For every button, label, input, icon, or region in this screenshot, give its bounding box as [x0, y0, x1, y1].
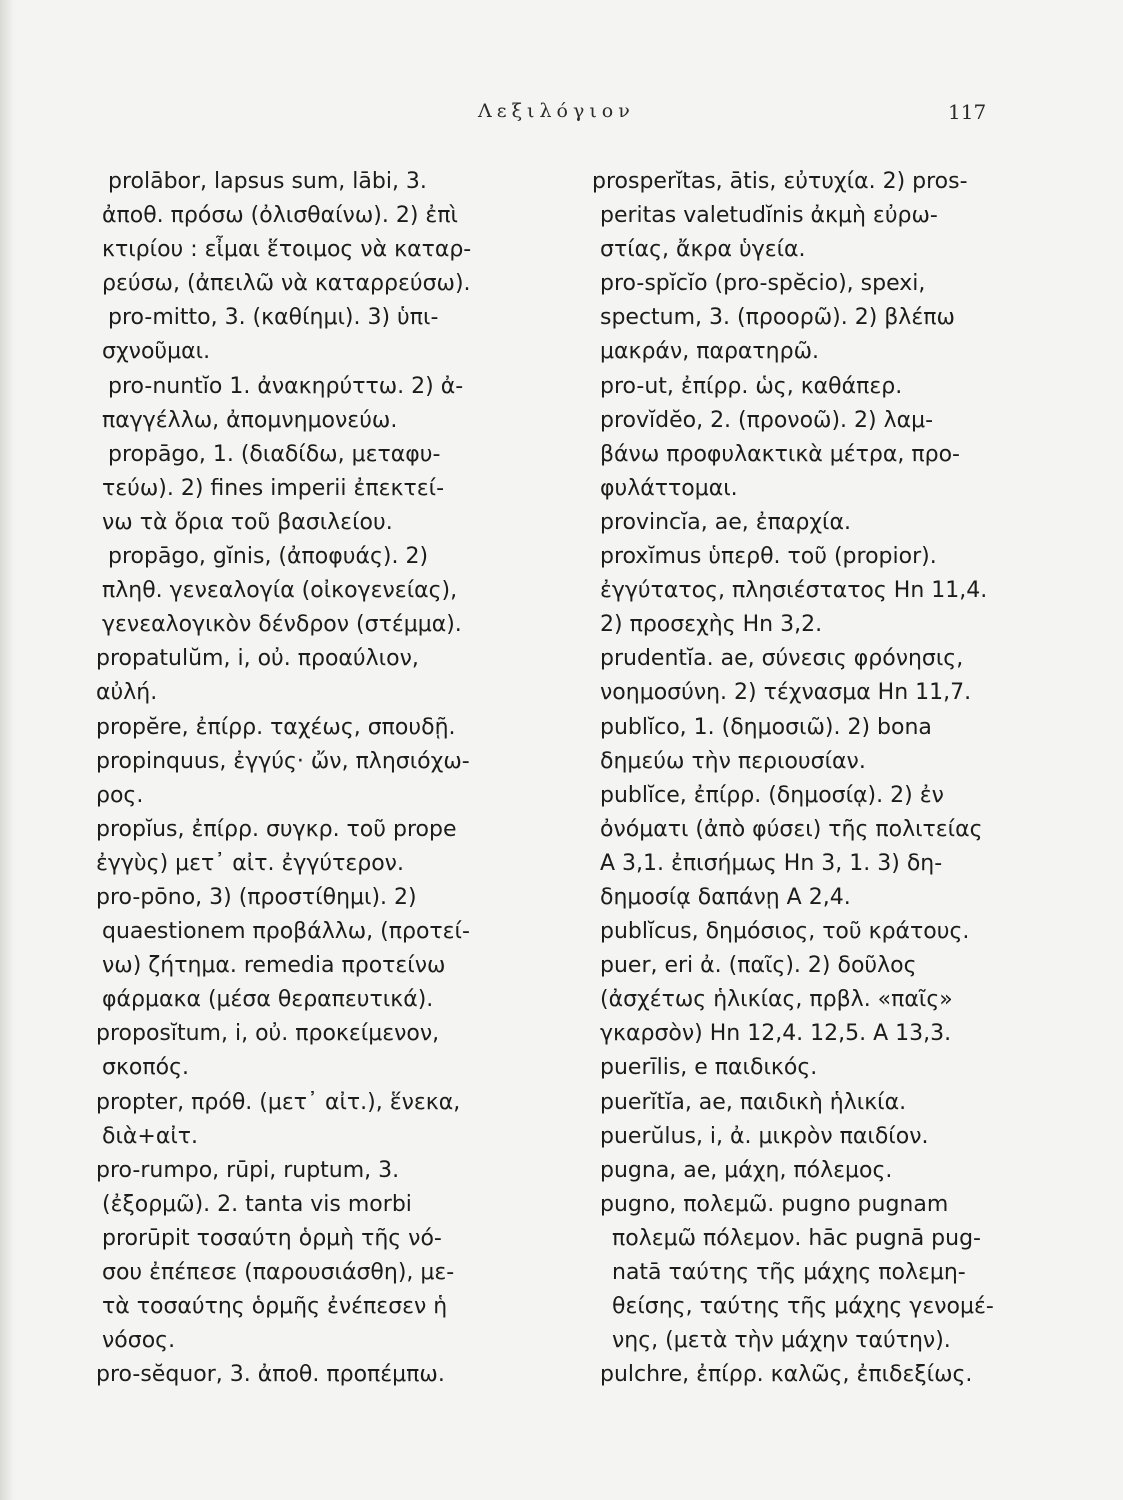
entry-line: proposĭtum, i, οὐ. προκείμενον,: [96, 1021, 440, 1047]
entry-line: νοημοσύνη. 2) τέχνασμα Hn 11,7.: [600, 680, 972, 706]
entry-line: δημεύω τὴν περιουσίαν.: [600, 748, 866, 774]
right-column: [592, 165, 1062, 1392]
entry-line: πληθ. γενεαλογία (οἰκογενείας),: [102, 578, 458, 604]
entry-line: provincĭa, ae, ἐπαρχία.: [600, 509, 851, 535]
entry-line: φυλάττομαι.: [600, 475, 738, 501]
entry-line: δημοσίᾳ δαπάνῃ A 2,4.: [600, 884, 851, 910]
entry-line: νω) ζήτημα. remedia προτείνω: [102, 953, 446, 979]
entry-line: quaestionem προβάλλω, (προτεί-: [102, 919, 470, 945]
entry-line: publĭcus, δημόσιος, τοῦ κράτους.: [600, 919, 970, 945]
entry-line: puerīlis, e παιδικός.: [600, 1055, 818, 1081]
entry-line: ρεύσω, (ἀπειλῶ νὰ καταρρεύσω).: [102, 271, 471, 297]
entry-line: pugna, ae, μάχη, πόλεμος.: [600, 1157, 893, 1183]
entry-line: σου ἐπέπεσε (παρουσιάσθη), με-: [102, 1260, 455, 1285]
entry-line: θείσης, ταύτης τῆς μάχης γενομέ-: [612, 1294, 994, 1320]
entry-line: 2) προσεχὴς Hn 3,2.: [600, 612, 823, 638]
entry-line: prudentĭa. ae, σύνεσις φρόνησις,: [600, 646, 964, 672]
entry-line: (ἐξορμῶ). 2. tanta vis morbi: [102, 1191, 412, 1217]
entry-line: prorūpit τοσαύτη ὁρμὴ τῆς νό-: [102, 1225, 442, 1251]
entry-line: publĭco, 1. (δημοσιῶ). 2) bona: [600, 714, 932, 740]
entry-line: κτιρίου : εἶμαι ἕτοιμος νὰ καταρ-: [102, 237, 472, 263]
entry-line: proxĭmus ὑπερθ. τοῦ (propior).: [600, 544, 937, 570]
entry-line: puerĭtĭa, ae, παιδικὴ ἡλικία.: [600, 1089, 907, 1115]
entry-line: peritas valetudĭnis ἀκμὴ εὐρω-: [600, 203, 938, 229]
left-column: [88, 165, 588, 1392]
running-title: Λεξιλόγιον: [478, 100, 635, 122]
entry-line: publĭce, ἐπίρρ. (δημοσίᾳ). 2) ἐν: [600, 782, 944, 808]
entry-line: ὀνόματι (ἀπὸ φύσει) τῆς πολιτείας: [600, 816, 983, 842]
page-header: [0, 100, 1123, 130]
entry-line: propinquus, ἐγγύς· ὤν, πλησιόχω-: [96, 748, 470, 774]
entry-line: ἐγγὺς) μετ᾽ αἰτ. ἐγγύτερον.: [96, 850, 404, 876]
entry-line: νης, (μετὰ τὴν μάχην ταύτην).: [612, 1328, 951, 1354]
entry-line: prosperĭtas, ātis, εὐτυχία. 2) pros-: [592, 169, 968, 194]
entry-line: natā ταύτης τῆς μάχης πολεμη-: [612, 1260, 966, 1285]
entry-line: αὐλή.: [96, 680, 158, 706]
entry-line: μακράν, παρατηρῶ.: [600, 339, 819, 365]
entry-line: propĭus, ἐπίρρ. συγκρ. τοῦ prope: [96, 816, 457, 842]
entry-line: γκαρσὸν) Hn 12,4. 12,5. A 13,3.: [600, 1021, 952, 1047]
entry-line: pro-pōno, 3) (προστίθημι). 2): [96, 884, 417, 910]
entry-line: pro-sĕquor, 3. ἀποθ. προπέμπω.: [96, 1362, 445, 1388]
entry-line: A 3,1. ἐπισήμως Hn 3, 1. 3) δη-: [600, 850, 943, 876]
entry-line: τεύω). 2) fines imperii ἐπεκτεί-: [102, 475, 445, 501]
entry-line: τὰ τοσαύτης ὁρμῆς ἐνέπεσεν ἡ: [102, 1294, 448, 1320]
page-number: 117: [948, 100, 987, 124]
entry-line: (ἀσχέτως ἡλικίας, πρβλ. «παῖς»: [600, 987, 953, 1013]
entry-line: propter, πρόθ. (μετ᾽ αἰτ.), ἕνεκα,: [96, 1089, 461, 1115]
entry-line: pugno, πολεμῶ. pugno pugnam: [600, 1191, 949, 1217]
entry-line: νόσος.: [102, 1328, 176, 1354]
entry-line: ρος.: [96, 782, 144, 808]
entry-line: puerŭlus, i, ἀ. μικρὸν παιδίον.: [600, 1123, 929, 1149]
entry-line: διὰ+αἰτ.: [102, 1123, 199, 1149]
entry-line: propāgo, 1. (διαδίδω, μεταφυ-: [108, 441, 441, 467]
page-spine-shadow: [0, 0, 14, 1500]
entry-line: pro-nuntĭo 1. ἀνακηρύττω. 2) ἀ-: [108, 373, 464, 399]
entry-line: ἐγγύτατος, πλησιέστατος Hn 11,4.: [600, 578, 988, 604]
entry-line: pro-rumpo, rūpi, ruptum, 3.: [96, 1157, 400, 1183]
entry-line: pro-spĭcĭo (pro-spĕcio), spexi,: [600, 271, 926, 297]
entry-line: νω τὰ ὅρια τοῦ βασιλείου.: [102, 509, 393, 535]
entry-line: pro-mitto, 3. (καθίημι). 3) ὑπι-: [108, 305, 439, 331]
entry-line: παγγέλλω, ἀπομνημονεύω.: [102, 407, 398, 433]
entry-line: propatulŭm, i, οὐ. προαύλιον,: [96, 646, 419, 672]
entry-line: puer, eri ἀ. (παῖς). 2) δοῦλος: [600, 953, 917, 979]
entry-line: propĕre, ἐπίρρ. ταχέως, σπουδῇ.: [96, 714, 456, 740]
entry-line: prolābor, lapsus sum, lābi, 3.: [108, 169, 427, 194]
entry-line: pulchre, ἐπίρρ. καλῶς, ἐπιδεξίως.: [600, 1362, 973, 1388]
entry-line: spectum, 3. (προορῶ). 2) βλέπω: [600, 305, 955, 331]
entry-line: πολεμῶ πόλεμον. hāc pugnā pug-: [612, 1225, 981, 1251]
entry-line: στίας, ἄκρα ὑγεία.: [600, 237, 806, 263]
entry-line: propāgo, gĭnis, (ἀποφυάς). 2): [108, 544, 429, 570]
entry-line: γενεαλογικὸν δένδρον (στέμμα).: [102, 612, 462, 638]
entry-line: σκοπός.: [102, 1055, 189, 1081]
entry-line: σχνοῦμαι.: [102, 339, 211, 365]
entry-line: φάρμακα (μέσα θεραπευτικά).: [102, 987, 434, 1013]
entry-line: ἀποθ. πρόσω (ὀλισθαίνω). 2) ἐπὶ: [102, 203, 458, 229]
entry-line: βάνω προφυλακτικὰ μέτρα, προ-: [600, 441, 960, 467]
entry-line: pro-ut, ἐπίρρ. ὡς, καθάπερ.: [600, 373, 903, 399]
entry-line: provĭdĕo, 2. (προνοῶ). 2) λαμ-: [600, 407, 934, 433]
